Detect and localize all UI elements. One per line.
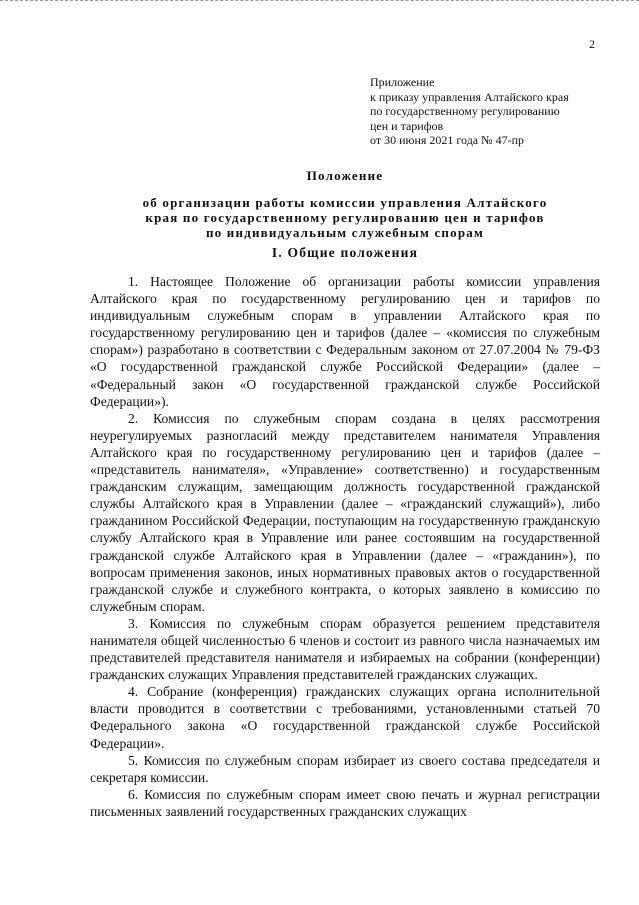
section-title: I. Общие положения [271, 245, 419, 260]
subtitle-line: об организации работы комиссии управления Алтайского [142, 195, 548, 210]
paragraph: 1. Настоящее Положение об организации работы комиссии управления Алтайского края по государственному регулированию цен и тарифов по индивидуальным служебным спорам в управлении Алтайского края по государственному регулированию цен и тарифов (далее – «комиссия по служебным спорам») разработано в соответствии с Федеральным законом от 27.07.2004 № 79-ФЗ «О государственной гражданской службе Российской Федерации» (далее – «Федеральный закон «О государственной гражданской службе Российской Федерации»). [90, 274, 600, 409]
scan-top-border [0, 0, 639, 1]
subtitle-line: по индивидуальным служебным спорам [205, 225, 485, 240]
document-body [90, 273, 600, 820]
paragraph: 2. Комиссия по служебным спорам создана в целях рассмотрения неурегулируемых разногласий между представителем нанимателя Управления Алтайского края по государственному регулированию цен и тарифов (далее – «представитель нанимателя», «Управление» соответственно) и государственным гражданским служащим, замещающим должность государственной гражданской службы Алтайского края в Управлении (далее – «гражданский служащий»), либо гражданином Российской Федерации, поступающим на государственную гражданскую службу Алтайского края в Управление или ранее состоявшим на государственной гражданской службе Алтайского края в Управлении (далее – «гражданин»), по вопросам применения законов, иных нормативных правовых актов о государственной гражданской службе и служебного контракта, о которых заявлено в комиссию по служебным спорам. [90, 410, 600, 614]
page-number: 2 [589, 37, 595, 51]
paragraph: 6. Комиссия по служебным спорам имеет свою печать и журнал регистрации письменных заявлений государственных гражданских служащих [90, 786, 600, 819]
document-title: Положение [306, 168, 384, 183]
subtitle-line: края по государственному регулированию цен и тарифов [145, 210, 545, 225]
appendix-block [370, 75, 569, 148]
appendix-line: Приложение [370, 75, 435, 89]
appendix-line: по государственному регулированию [370, 104, 560, 118]
appendix-line: к приказу управления Алтайского края [370, 89, 569, 104]
paragraph: 5. Комиссия по служебным спорам избирает из своего состава председателя и секретаря комиссии. [90, 752, 600, 785]
paragraph: 4. Собрание (конференция) гражданских служащих органа исполнительной власти проводится в соответствии с требованиями, установленными статьей 70 Федерального закона «О государственной гражданской службе Российской Федерации». [90, 684, 600, 751]
appendix-line: от 30 июня 2021 года № 47-пр [370, 133, 524, 147]
document-subtitle [90, 195, 600, 240]
paragraph: 3. Комиссия по служебным спорам образуется решением представителя нанимателя общей численностью 6 членов и состоит из равного числа назначаемых им представителей представителя нанимателя и избираемых на собрании (конференции) гражданских служащих Управления представителей гражданских служащих. [90, 615, 600, 683]
appendix-line: цен и тарифов [370, 118, 444, 133]
